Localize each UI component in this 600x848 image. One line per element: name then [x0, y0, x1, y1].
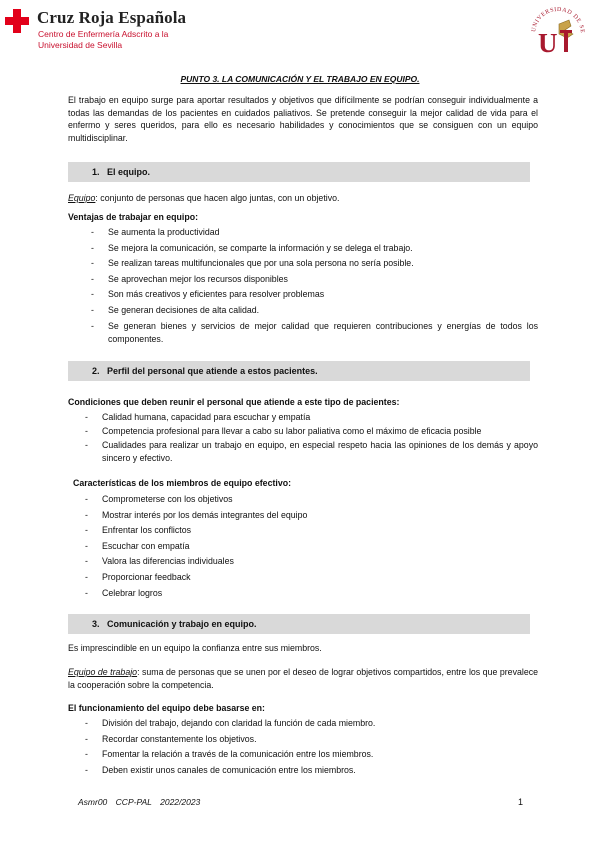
list-item: - Se generan bienes y servicios de mejor calidad que requieren contribuciones y energías de todos los componentes. [91, 320, 538, 344]
equipo-definition: Equipo: conjunto de personas que hacen algo juntas, con un objetivo. [68, 193, 340, 203]
list-item: - Son más creativos y eficientes para resolver problemas [91, 289, 325, 300]
traits-list [85, 493, 532, 599]
list-item: - Cualidades para realizar un trabajo en equipo, en especial respeto hacia las opiniones de los demás y apoyo sincero y efectivo. [85, 440, 538, 463]
conditions-list [85, 411, 538, 465]
list-item: - Escuchar con empatía [85, 540, 190, 551]
list-item: - Recordar constantemente los objetivos. [85, 733, 257, 744]
list-item: - Se realizan tareas multifuncionales que por una sola persona no sería posible. [91, 258, 414, 269]
list-item: - Enfrentar los conflictos [85, 525, 191, 536]
org-title: Cruz Roja Española [37, 8, 187, 27]
list-item: - Competencia profesional para llevar a cabo su labor paliativa como el máximo de eficacia posible [85, 426, 482, 436]
advantages-label: Ventajas de trabajar en equipo: [68, 212, 199, 222]
functioning-list [85, 717, 532, 776]
list-item: - Calidad humana, capacidad para escuchar y empatía [85, 412, 311, 422]
list-item: - Se generan decisiones de alta calidad. [91, 304, 260, 315]
section-header-1: 1. El equipo. [68, 162, 530, 182]
list-item: - Celebrar logros [85, 587, 163, 598]
list-item: - Mostrar interés por los demás integrantes del equipo [85, 509, 308, 520]
list-item: - Proporcionar feedback [85, 571, 191, 582]
university-seal-icon [529, 4, 587, 58]
svg-text:U: U [538, 28, 558, 58]
list-item: - División del trabajo, dejando con claridad la función de cada miembro. [85, 718, 376, 728]
footer-info: Asmr00 CCP-PAL 2022/2023 [78, 797, 201, 807]
list-item: - Se aprovechan mejor los recursos disponibles [91, 273, 288, 284]
red-cross-logo-icon [5, 9, 29, 33]
section-header-2: 2. Perfil del personal que atiende a estos pacientes. [68, 361, 530, 381]
list-item: - Fomentar la relación a través de la comunicación entre los miembros. [85, 749, 374, 760]
conditions-label: Condiciones que deben reunir el personal que atiende a este tipo de pacientes: [68, 397, 400, 407]
page-title: PUNTO 3. LA COMUNICACIÓN Y EL TRABAJO EN EQUIPO. [180, 74, 420, 84]
section-header-3: 3. Comunicación y trabajo en equipo. [68, 614, 530, 634]
list-item: - Valora las diferencias individuales [85, 556, 234, 567]
page-number: 1 [518, 797, 524, 807]
org-subtitle: Centro de Enfermería Adscrito a la Universidad de Sevilla [38, 29, 169, 50]
equipo-trabajo-definition: Equipo de trabajo: suma de personas que se unen por el deseo de lograr objetivos compartidos, entre los que prevalece la cooperación sobre la competencia. [68, 667, 539, 690]
list-item: - Se aumenta la productividad [91, 227, 220, 237]
seal-text: UNIVERSIDAD DE SE [531, 6, 586, 34]
intro-paragraph: El trabajo en equipo surge para aportar resultados y objetivos que difícilmente se podrían conseguir individualmente a todas las demandas de los pacientes en cuidados paliativos. Se pretende conseguir la mejor calidad de vida para el enfermo y seres queridos, para ello es necesario habilidades y conocimientos que se consiguen con un equipo multidisciplinar. [68, 95, 538, 143]
advantages-list [91, 226, 538, 346]
list-item: - Deben existir unos canales de comunicación entre los miembros. [85, 764, 356, 775]
functioning-label: El funcionamiento del equipo debe basarse en: [68, 703, 265, 713]
list-item: - Se mejora la comunicación, se comparte la información y se delega el trabajo. [91, 242, 413, 253]
traits-label: Características de los miembros de equipo efectivo: [73, 478, 292, 488]
list-item: - Comprometerse con los objetivos [85, 494, 233, 504]
trust-text: Es imprescindible en un equipo la confianza entre sus miembros. [68, 643, 322, 653]
